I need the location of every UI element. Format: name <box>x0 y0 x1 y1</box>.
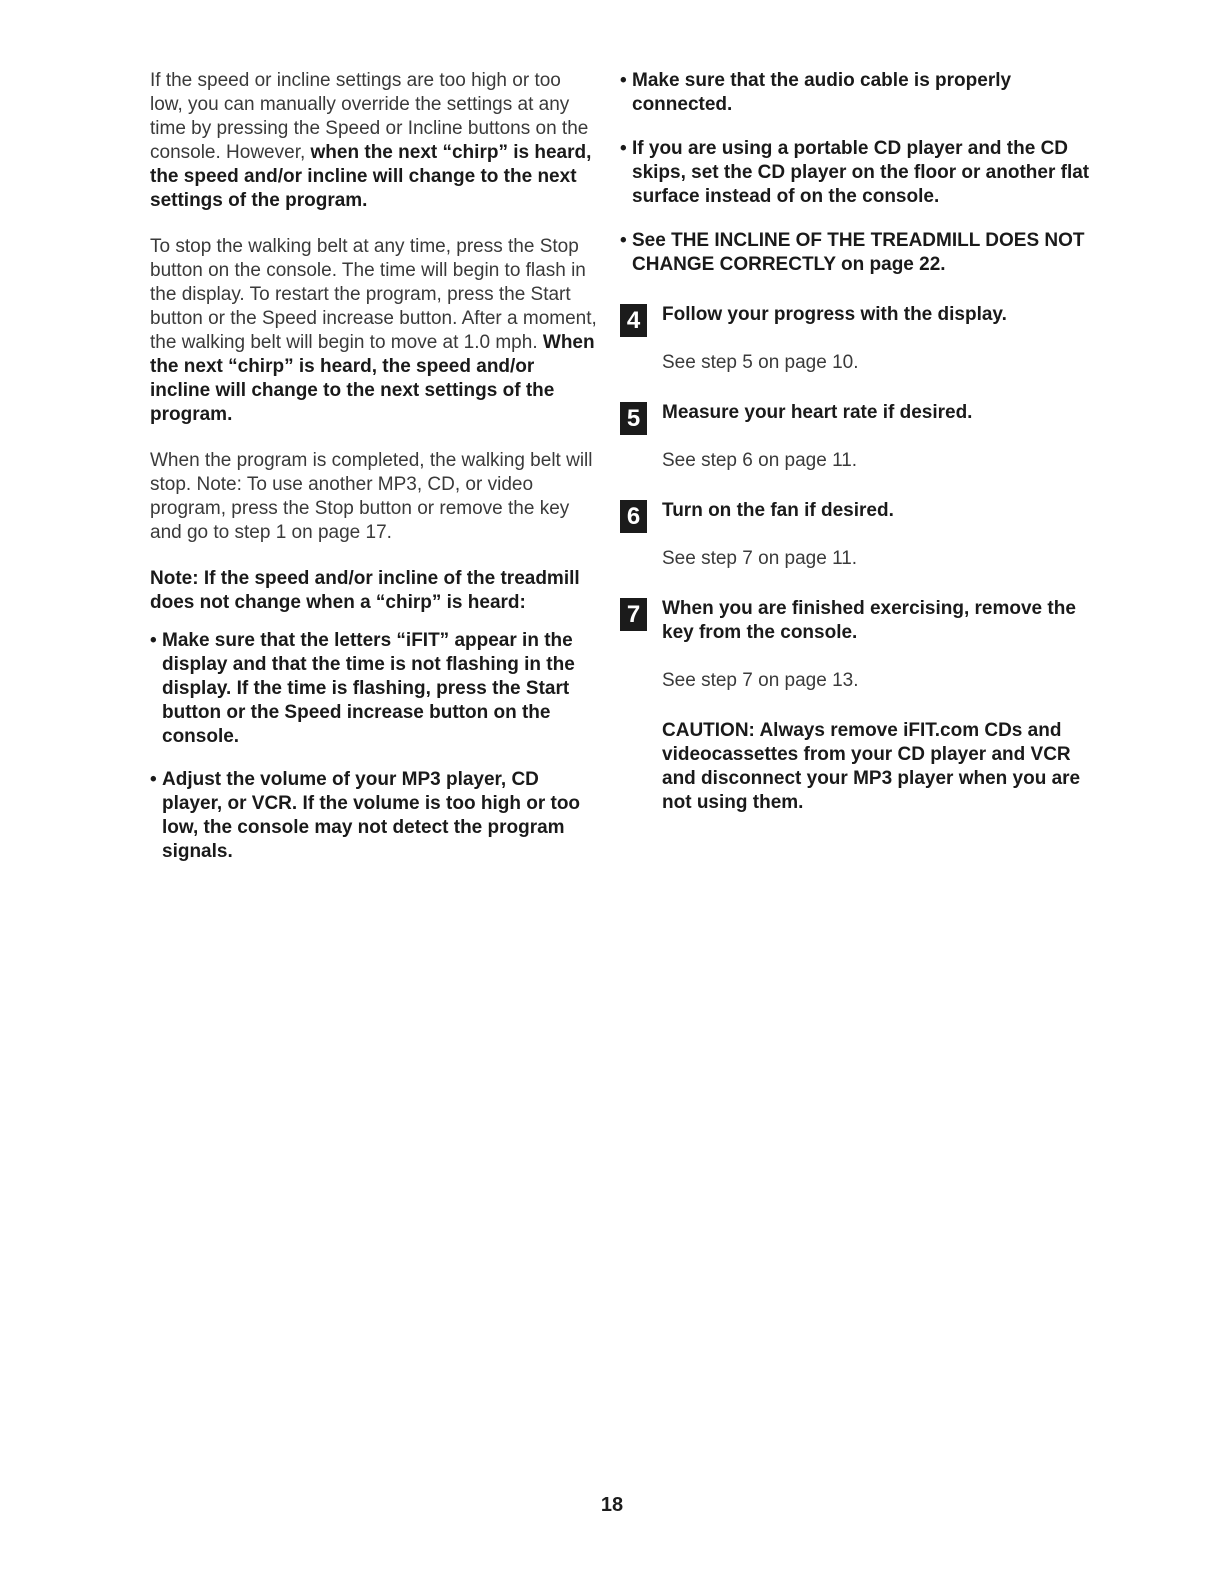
page-number: 18 <box>600 1494 624 1516</box>
caution-text: CAUTION: Always remove iFIT.com CDs and videocassettes from your CD player and VCR and disconnect your MP3 player when you are not using them. <box>662 720 1081 813</box>
paragraph-stop-bold: When the next “chirp” is heard, the speed and/or incline will change to the next settings of the program. <box>150 332 595 425</box>
bullet-icon: • <box>150 769 157 790</box>
bullet-text: Adjust the volume of your MP3 player, CD player, or VCR. If the volume is too high or too low, the console may not detect the program signals. <box>162 769 581 862</box>
bullet-text: Make sure that the letters “iFIT” appear in the display and that the time is not flashing in the display. If the time is flashing, press the Start button or the Speed increase button on the console. <box>162 630 575 747</box>
step-7 <box>620 597 1105 645</box>
step-4 <box>620 303 1105 334</box>
bullet-icon: • <box>620 70 627 91</box>
paragraph-override <box>150 69 598 213</box>
bullet-text: Make sure that the audio cable is properly connected. <box>632 70 1012 115</box>
step-text: See step 6 on page 11. <box>662 450 858 471</box>
step-number-badge: 5 <box>620 402 647 435</box>
bullet-icon: • <box>150 630 157 651</box>
bullet-text: See THE INCLINE OF THE TREADMILL DOES NOT CHANGE CORRECTLY on page 22. <box>632 230 1085 275</box>
paragraph-override-bold: when the next “chirp” is heard, the speed and/or incline will change to the next settings of the program. <box>150 142 592 211</box>
paragraph-stop <box>150 235 598 427</box>
step-number-badge: 7 <box>620 598 647 631</box>
note-heading: Note: If the speed and/or incline of the treadmill does not change when a “chirp” is heard: <box>150 568 580 613</box>
step-5 <box>620 401 1105 432</box>
bullet-icon: • <box>620 230 627 251</box>
step-number-badge: 6 <box>620 500 647 533</box>
step-6 <box>620 499 1105 530</box>
bullet-item <box>150 768 598 864</box>
step-text: See step 7 on page 11. <box>662 548 858 569</box>
paragraph-stop-text: To stop the walking belt at any time, press the Stop button on the console. The time will begin to flash in the display. To restart the program, press the Start button or the Speed increase button. After a moment, the walking belt will begin to move at 1.0 mph. <box>150 236 597 353</box>
bullet-item <box>620 137 1105 209</box>
step-heading: When you are finished exercising, remove the key from the console. <box>662 598 1076 643</box>
left-column <box>150 69 598 883</box>
step-text: See step 5 on page 10. <box>662 352 859 373</box>
step-heading: Follow your progress with the display. <box>662 304 1007 325</box>
step-heading: Measure your heart rate if desired. <box>662 402 973 423</box>
bullet-item <box>620 229 1105 277</box>
paragraph-override-text: If the speed or incline settings are too high or too low, you can manually override the settings at any time by pressing the Speed or Incline buttons on the console. However, <box>150 70 589 163</box>
right-column <box>620 69 1105 815</box>
paragraph-completed: When the program is completed, the walking belt will stop. Note: To use another MP3, CD, or video program, press the Stop button or remove the key and go to step 1 on page 17. <box>150 450 593 543</box>
step-number-badge: 4 <box>620 304 647 337</box>
bullet-icon: • <box>620 138 627 159</box>
bullet-item <box>150 629 598 749</box>
bullet-text: If you are using a portable CD player and the CD skips, set the CD player on the floor or another flat surface instead of on the console. <box>632 138 1090 207</box>
bullet-item <box>620 69 1105 117</box>
step-text: See step 7 on page 13. <box>662 670 859 691</box>
step-heading: Turn on the fan if desired. <box>662 500 894 521</box>
